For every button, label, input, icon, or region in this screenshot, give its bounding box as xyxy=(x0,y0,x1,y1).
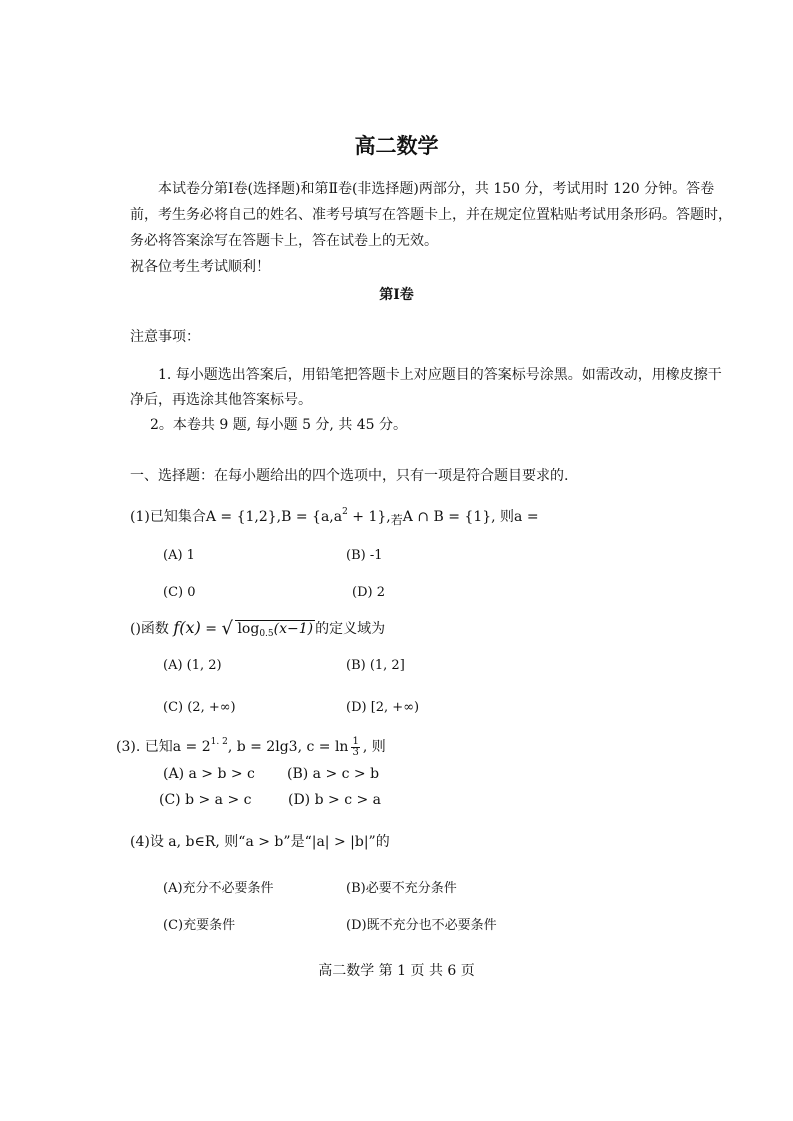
q4-cond-1: a > b xyxy=(245,834,284,850)
page-title: 高二数学 xyxy=(354,134,439,158)
q2-prefix: ()函数 xyxy=(130,621,174,637)
q1-option-d: (D) 2 xyxy=(352,585,385,600)
q2-log: log xyxy=(237,621,260,637)
q2-option-c: (C) (2, +∞) xyxy=(163,700,236,715)
q3-a: a = 2 xyxy=(172,739,211,755)
q3-option-a: (A) a > b > c xyxy=(163,766,255,782)
q1-prefix: (1)已知集合 xyxy=(130,509,206,525)
intro-line-4: 祝各位考生考试顺利！ xyxy=(130,259,270,275)
q2-suffix: 的定义域为 xyxy=(315,621,386,637)
intro-line-3: 务必将答案涂写在答题卡上，答在试卷上的无效。 xyxy=(130,233,438,249)
q3-frac-den: 3 xyxy=(352,746,359,758)
page-footer: 高二数学 第 1 页 共 6 页 xyxy=(318,963,475,979)
notice-item-1-line-1: 1. 每小题选出答案后，用铅笔把答题卡上对应题目的答案标号涂黑。如需改动，用橡皮擦干 xyxy=(158,367,722,383)
sqrt-symbol: √ $\log_{0.5}(x-1)$ xyxy=(221,618,314,639)
q1-ruo: 若 xyxy=(390,513,403,527)
q4-option-a: (A)充分不必要条件 xyxy=(163,881,274,896)
q3-option-d: (D) b > c > a xyxy=(288,792,382,808)
q1-exponent: 2 xyxy=(342,507,348,517)
q2-option-b: (B) (1, 2] xyxy=(346,658,405,673)
q1-set-b-pre: B = {a,a xyxy=(281,509,343,525)
question-1 xyxy=(130,506,539,528)
notice-item-2: 2。本卷共 9 题, 每小题 5 分, 共 45 分。 xyxy=(150,417,408,433)
q1-option-a: (A) 1 xyxy=(163,548,195,563)
notice-item-1-line-2: 净后，再选涂其他答案标号。 xyxy=(130,392,312,408)
q3-frac-num: 1 xyxy=(352,735,359,747)
q2-f: f xyxy=(173,618,180,637)
q2-log-base: 0.5 xyxy=(259,629,274,639)
q4-option-d: (D)既不充分也不必要条件 xyxy=(346,918,497,933)
q1-ask: 则a = xyxy=(495,509,539,525)
q2-option-a: (A) (1, 2) xyxy=(163,658,222,673)
intro-line-1: 本试卷分第Ⅰ卷(选择题)和第Ⅱ卷(非选择题)两部分，共 150 分，考试用时 120 分钟。答卷 xyxy=(158,181,715,197)
q3-prefix: (3). 已知 xyxy=(116,739,173,755)
q4-text-pre: (4)设 a, b∈R, 则“ xyxy=(130,834,246,850)
q4-text-post: ”的 xyxy=(368,834,390,850)
section-title: 第Ⅰ卷 xyxy=(379,287,414,303)
q2-option-d: (D) [2, +∞) xyxy=(346,700,420,715)
q3-suffix: , 则 xyxy=(362,739,386,755)
q3-option-c: (C) b > a > c xyxy=(159,792,252,808)
q1-option-c: (C) 0 xyxy=(163,585,196,600)
q3-b-c: b = 2lg3, c = ln xyxy=(236,739,349,755)
q2-arg: (x−1) xyxy=(273,621,314,637)
q4-option-b: (B)必要不充分条件 xyxy=(346,881,457,896)
q2-x: (x) xyxy=(179,618,201,637)
q1-set-a: A = {1,2}, xyxy=(205,509,282,525)
q3-comma: , xyxy=(227,739,237,755)
q3-a-exponent: 1. 2 xyxy=(210,737,228,747)
question-4 xyxy=(130,831,390,851)
q4-option-c: (C)充要条件 xyxy=(163,918,236,933)
q4-mid: ”是“ xyxy=(283,834,312,850)
question-2 xyxy=(130,618,385,639)
part-heading: 一、选择题：在每小题给出的四个选项中，只有一项是符合题目要求的. xyxy=(130,468,569,484)
q4-cond-2: |a| > |b| xyxy=(311,834,369,850)
question-3 xyxy=(116,736,386,758)
q1-condition: A ∩ B = {1}, xyxy=(402,509,496,525)
q1-set-b-post: + 1}, xyxy=(347,509,391,525)
q1-option-b: (B) -1 xyxy=(346,548,383,563)
intro-line-2: 前，考生务必将自己的姓名、准考号填写在答题卡上，并在规定位置粘贴考试用条形码。答题时， xyxy=(130,207,732,223)
q3-option-b: (B) a > c > b xyxy=(287,766,380,782)
fraction-one-third xyxy=(351,737,359,758)
q2-eq: = xyxy=(200,621,222,637)
notice-heading: 注意事项： xyxy=(130,329,200,345)
